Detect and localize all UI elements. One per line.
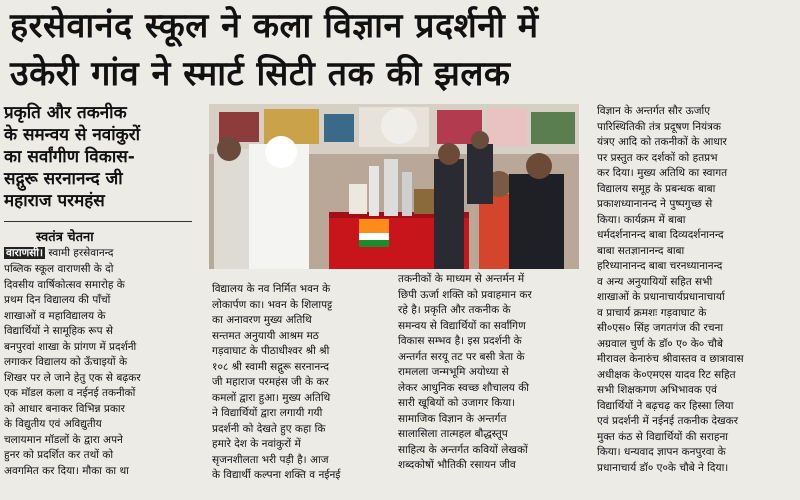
dateline: वाराणसी।: [6, 247, 43, 259]
col3-line: सामाजिक विज्ञान के अन्तर्गत: [398, 412, 507, 425]
article-column-4: [597, 104, 785, 476]
article-column-2: [212, 282, 392, 484]
col4-line: किया। धन्यवाद ज्ञापन कनपुरवा के: [597, 446, 726, 458]
col2-line: १०८ श्री स्वामी सद्गुरू सरनानन्द: [212, 360, 329, 373]
col4-line: प्रकाशध्यानानन्द ने पुष्पगुच्छ से: [597, 198, 713, 210]
col1-line: विद्यार्थियों ने सामूहिक रूप से: [4, 325, 113, 337]
col4-line: किया। कार्यक्रम में बाबा: [597, 213, 686, 226]
col4-line: व अन्य अनुयायियों सहित सभी: [597, 275, 713, 288]
col1-line: शाखाओं व महाविद्यालय के: [4, 309, 106, 322]
byline: स्वतंत्र चेतना: [36, 230, 94, 245]
col4-line: पर प्रस्तुत कर दर्शकों को हतप्रभ: [597, 151, 718, 164]
col3-line: सालासिला तात्महल बौद्धस्तूप: [398, 428, 508, 440]
col2-line: लोकार्पण का। भवन के शिलापट्ट: [212, 298, 333, 311]
col2-line: विद्यालय के नव निर्मित भवन के: [212, 283, 331, 295]
col4-line: सी०एस० सिंह जगतगंज की रचना: [597, 322, 724, 334]
headline-line-1: हरसेवानंद स्कूल ने कला विज्ञान प्रदर्शनी में: [10, 6, 539, 46]
col2-line: ने विद्यार्थियों द्वारा लगायी गयी: [212, 407, 323, 419]
col1-line: शिखर पर ले जाने हेतु एक से बढ़कर: [4, 371, 141, 384]
col1-line: लगाकर विद्यालय को ऊँचाइयों के: [4, 356, 128, 368]
exhibition-photo: [209, 104, 579, 269]
headline: [10, 2, 790, 98]
col1-line: को आधार बनाकर विभिन्न प्रकार: [4, 402, 125, 415]
col4-line: प्रधानाचार्य डॉ० ए०के चौबे ने दिया।: [597, 461, 729, 474]
subheadline-line-3: का सर्वांगीण विकास-: [4, 147, 135, 167]
col4-line: पारिस्थितिकी तंत्र प्रदूषण नियंत्रक: [597, 120, 721, 133]
col3-line: अन्तर्गत सरयू तट पर बसी त्रेता के: [398, 350, 525, 363]
col3-line: लेकर आधुनिक स्वच्छ शौचालय की: [398, 381, 530, 394]
col1-line: प्रथम दिन विद्यालय की पाँचों: [4, 294, 111, 306]
col4-line: मुक्त कंठ से विद्यार्थियों की सराहना: [597, 430, 728, 443]
col4-line: विद्यार्थियों ने बढ़चढ़ कर हिस्सा लिया: [597, 399, 734, 412]
subheadline-divider: [4, 221, 192, 222]
col1-line: दिवसीय वार्षिकोत्सव समारोह के: [4, 278, 125, 291]
col4-line: अग्रवाल चुर्ण के डॉ० ए० के० चौबे: [597, 337, 723, 350]
col4-line: हरिध्यानानन्द बाबा चरनध्यानानन्द: [597, 260, 723, 272]
col4-line: विद्यालय समूह के प्रबन्धक बाबा: [597, 182, 716, 195]
exhibition-photo-illustration: [209, 104, 579, 269]
col2-line: कमलों द्वारा हुआ। मुख्य अतिथि: [212, 391, 331, 404]
col4-line: कर दिया। मुख्य अतिथि का स्वागत: [597, 167, 728, 179]
col4-line: बाबा सतज्ञानानन्द बाबा: [597, 244, 685, 257]
col3-line: रामलला जन्मभूमि अयोध्या से: [398, 366, 509, 378]
col4-line: एवं प्रदर्शनी में नईनई तकनीक देखकर: [597, 415, 738, 427]
col4-line: यंत्रए आदि को तकनीकों के आधार: [597, 136, 727, 148]
col2-line: सृजनशीलता भरी पड़ी है। आज: [212, 453, 329, 466]
subheadline-line-5: महाराज परमहंस: [4, 191, 105, 211]
col1-line: हुनर को प्रदर्शित कर तथों को: [4, 449, 114, 461]
col2-line: प्रदर्शनी को देखते हुए कहा कि: [212, 422, 326, 435]
col4-line: शाखाओं के प्रधानाचार्यप्रधानाचार्या: [597, 291, 725, 303]
col4-line: विज्ञान के अन्तर्गत सौर ऊर्जाए: [597, 105, 711, 117]
col3-line: छिपी ऊर्जा शक्ति को प्रवाहमान कर: [398, 288, 532, 301]
col3-line: विकास सम्भव है। इस प्रदर्शनी के: [398, 335, 522, 347]
col1-line: के विद्युतीय एवं अविद्युतीय: [4, 418, 102, 430]
col3-line: साहित्य के अन्तर्गत कवियों लेखकों: [398, 443, 528, 456]
col3-line: रहे है। प्रकृति और तकनीक के: [398, 304, 511, 316]
col1-line: चलायमान मॉडलों के द्वारा अपने: [4, 433, 123, 446]
col3-line: सारी खूबियों को उजागर किया।: [398, 397, 516, 409]
col4-line: व प्राचार्य क्रमशः गड़वाघाट के: [597, 306, 707, 319]
dateline-paragraph: [4, 246, 194, 262]
subheadline-line-2: के समन्वय से नवांकुरों: [4, 125, 141, 145]
col4-line: धर्मदर्शनानन्द बाबा दिव्यदर्शनानन्द: [597, 229, 724, 241]
col2-line: जी महाराज परमहंस जी के कर: [212, 376, 329, 388]
col4-line: अधीक्षक के०एमएस यादव रिट सहित: [597, 368, 736, 381]
col2-line: के विद्यार्थी कल्पना शक्ति व नईनई: [212, 469, 341, 481]
col3-line: समन्वय से विद्यार्थियों का सर्वांगिण: [398, 319, 526, 332]
col1-line: बनपुरवां शाखा के प्रांगण में प्रदर्शनी: [4, 340, 137, 353]
col2-line: गड़वाघाट के पीठाधीश्वर श्री श्री: [212, 345, 330, 357]
col3-line: तकनीकों के माध्यम से अन्तर्मन में: [398, 273, 525, 285]
col4-line: सभी शिक्षकगण अभिभावक एवं: [597, 384, 717, 396]
col2-line: सन्तमत अनुयायी आश्रम मठ: [212, 329, 319, 342]
col1-line-0: स्वामी हरसेवानन्द: [48, 247, 114, 259]
col1-line: पब्लिक स्कूल वाराणसी के दो: [4, 263, 114, 275]
col2-line: का अनावरण मुख्य अतिथि: [212, 314, 312, 326]
col1-line: एक मॉडल कला व नईनई तकनीकों: [4, 387, 136, 399]
subheadline: [4, 102, 192, 212]
col4-line: मीरावल केनारुंच श्रीवास्तव व छात्रावास: [597, 353, 744, 365]
headline-line-2: उकेरी गांव ने स्मार्ट सिटी तक की झलक: [10, 54, 511, 94]
subheadline-line-1: प्रकृति और तकनीक: [4, 103, 127, 123]
col1-line: अवगमित कर दिया। मौका का था: [4, 464, 129, 477]
col2-line: हमारे देश के नवांकुरों में: [212, 438, 301, 450]
article-column-1: [4, 262, 194, 479]
col3-line: शब्दकोषों भौतिकी रसायन जीव: [398, 459, 516, 471]
article-column-3: [398, 272, 578, 474]
subheadline-line-4: सद्गुरू सरनानन्द जी: [4, 169, 123, 189]
